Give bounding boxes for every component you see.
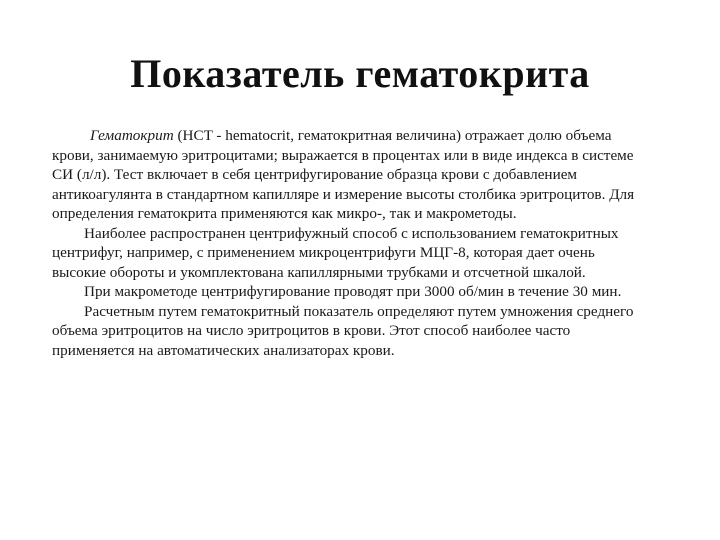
slide-body — [52, 126, 648, 360]
paragraph-calculation-method: Расчетным путем гематокритный показатель определяют путем умножения среднего объема эритроцитов на число эритроцитов в крови. Этот способ наиболее часто применяется на автоматических анализаторах крови. — [52, 302, 634, 359]
paragraph-definition — [52, 126, 648, 224]
slide-title: Показатель гематокрита — [130, 51, 590, 96]
paragraph-definition-text: (HCT - hematocrit, гематокритная величина) отражает долю объема крови, занимаемую эритроцитами; выражается в процентах или в виде индекса в системе СИ (л/л). Тест включает в себя центрифугирование образца крови с добавлением антикоагулянта в стандартном капилляре и измерение высоты столбика эритроцитов. Для определения гематокрита применяются как микро-, так и макрометоды. — [52, 127, 635, 222]
paragraph-centrifuge-method: Наиболее распространен центрифужный способ с использованием гематокритных центрифуг, например, с применением микроцентрифуги МЦГ-8, которая дает очень высокие обороты и укомплектована капиллярными трубками и отсчетной шкалой. — [52, 224, 619, 281]
term-hematocrit: Гематокрит — [90, 127, 174, 144]
paragraph-macromethod: При макрометоде центрифугирование проводят при 3000 об/мин в течение 30 мин. — [84, 283, 622, 300]
